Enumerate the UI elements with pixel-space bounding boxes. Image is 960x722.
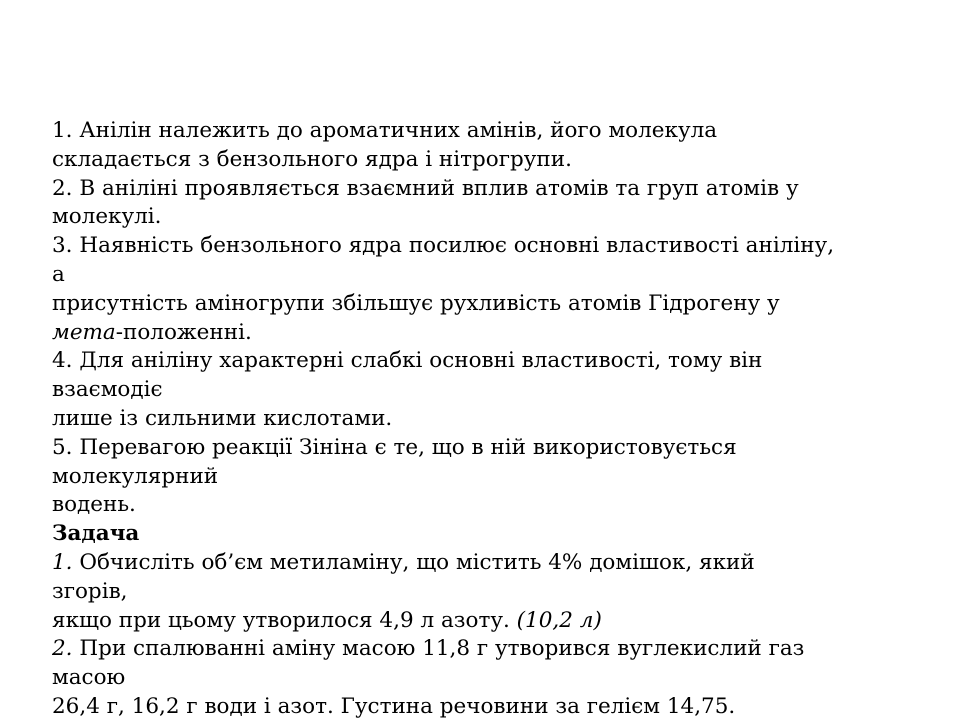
text-line: молекулі.	[52, 204, 162, 230]
text-line: згорів,	[52, 578, 128, 604]
text-line: якщо при цьому утворилося 4,9 л азоту. (10,2 л)	[52, 607, 602, 633]
text-line: молекулярний	[52, 463, 219, 489]
task-number: 1.	[52, 549, 73, 575]
text-line: 2. В аніліні проявляється взаємний вплив атомів та груп атомів у	[52, 175, 799, 201]
text-line: взаємодіє	[52, 377, 163, 403]
text-line: складається з бензольного ядра і нітрогрупи.	[52, 146, 572, 172]
text-line: 4. Для аніліну характерні слабкі основні властивості, тому він	[52, 348, 763, 374]
text-line: водень.	[52, 492, 136, 518]
text-line: мета-положенні.	[52, 319, 252, 345]
text-line: 2. При спалюванні аміну масою 11,8 г утворився вуглекислий газ	[52, 636, 805, 662]
text-line: масою	[52, 665, 126, 691]
task-heading: Задача	[52, 521, 140, 547]
text-line: 1. Обчисліть об’єм метиламіну, що містить 4% домішок, який	[52, 549, 755, 575]
text-line: 26,4 г, 16,2 г води і азот. Густина речовини за гелієм 14,75.	[52, 693, 736, 719]
text-line: 1. Анілін належить до ароматичних амінів, його молекула	[52, 118, 718, 143]
text-line: присутність аміногрупи збільшує рухливість атомів Гідрогену у	[52, 290, 780, 316]
italic-term: мета	[52, 319, 116, 345]
task-answer: (10,2 л)	[516, 607, 602, 633]
slide-text-body	[52, 117, 942, 722]
text-line: 3. Наявність бензольного ядра посилює основні властивості аніліну,	[52, 233, 835, 259]
text-line: 5. Перевагою реакції Зініна є те, що в ній використовується	[52, 434, 737, 460]
text-line: лише із сильними кислотами.	[52, 405, 393, 431]
task-number: 2.	[52, 636, 73, 662]
text-line: а	[52, 261, 65, 287]
